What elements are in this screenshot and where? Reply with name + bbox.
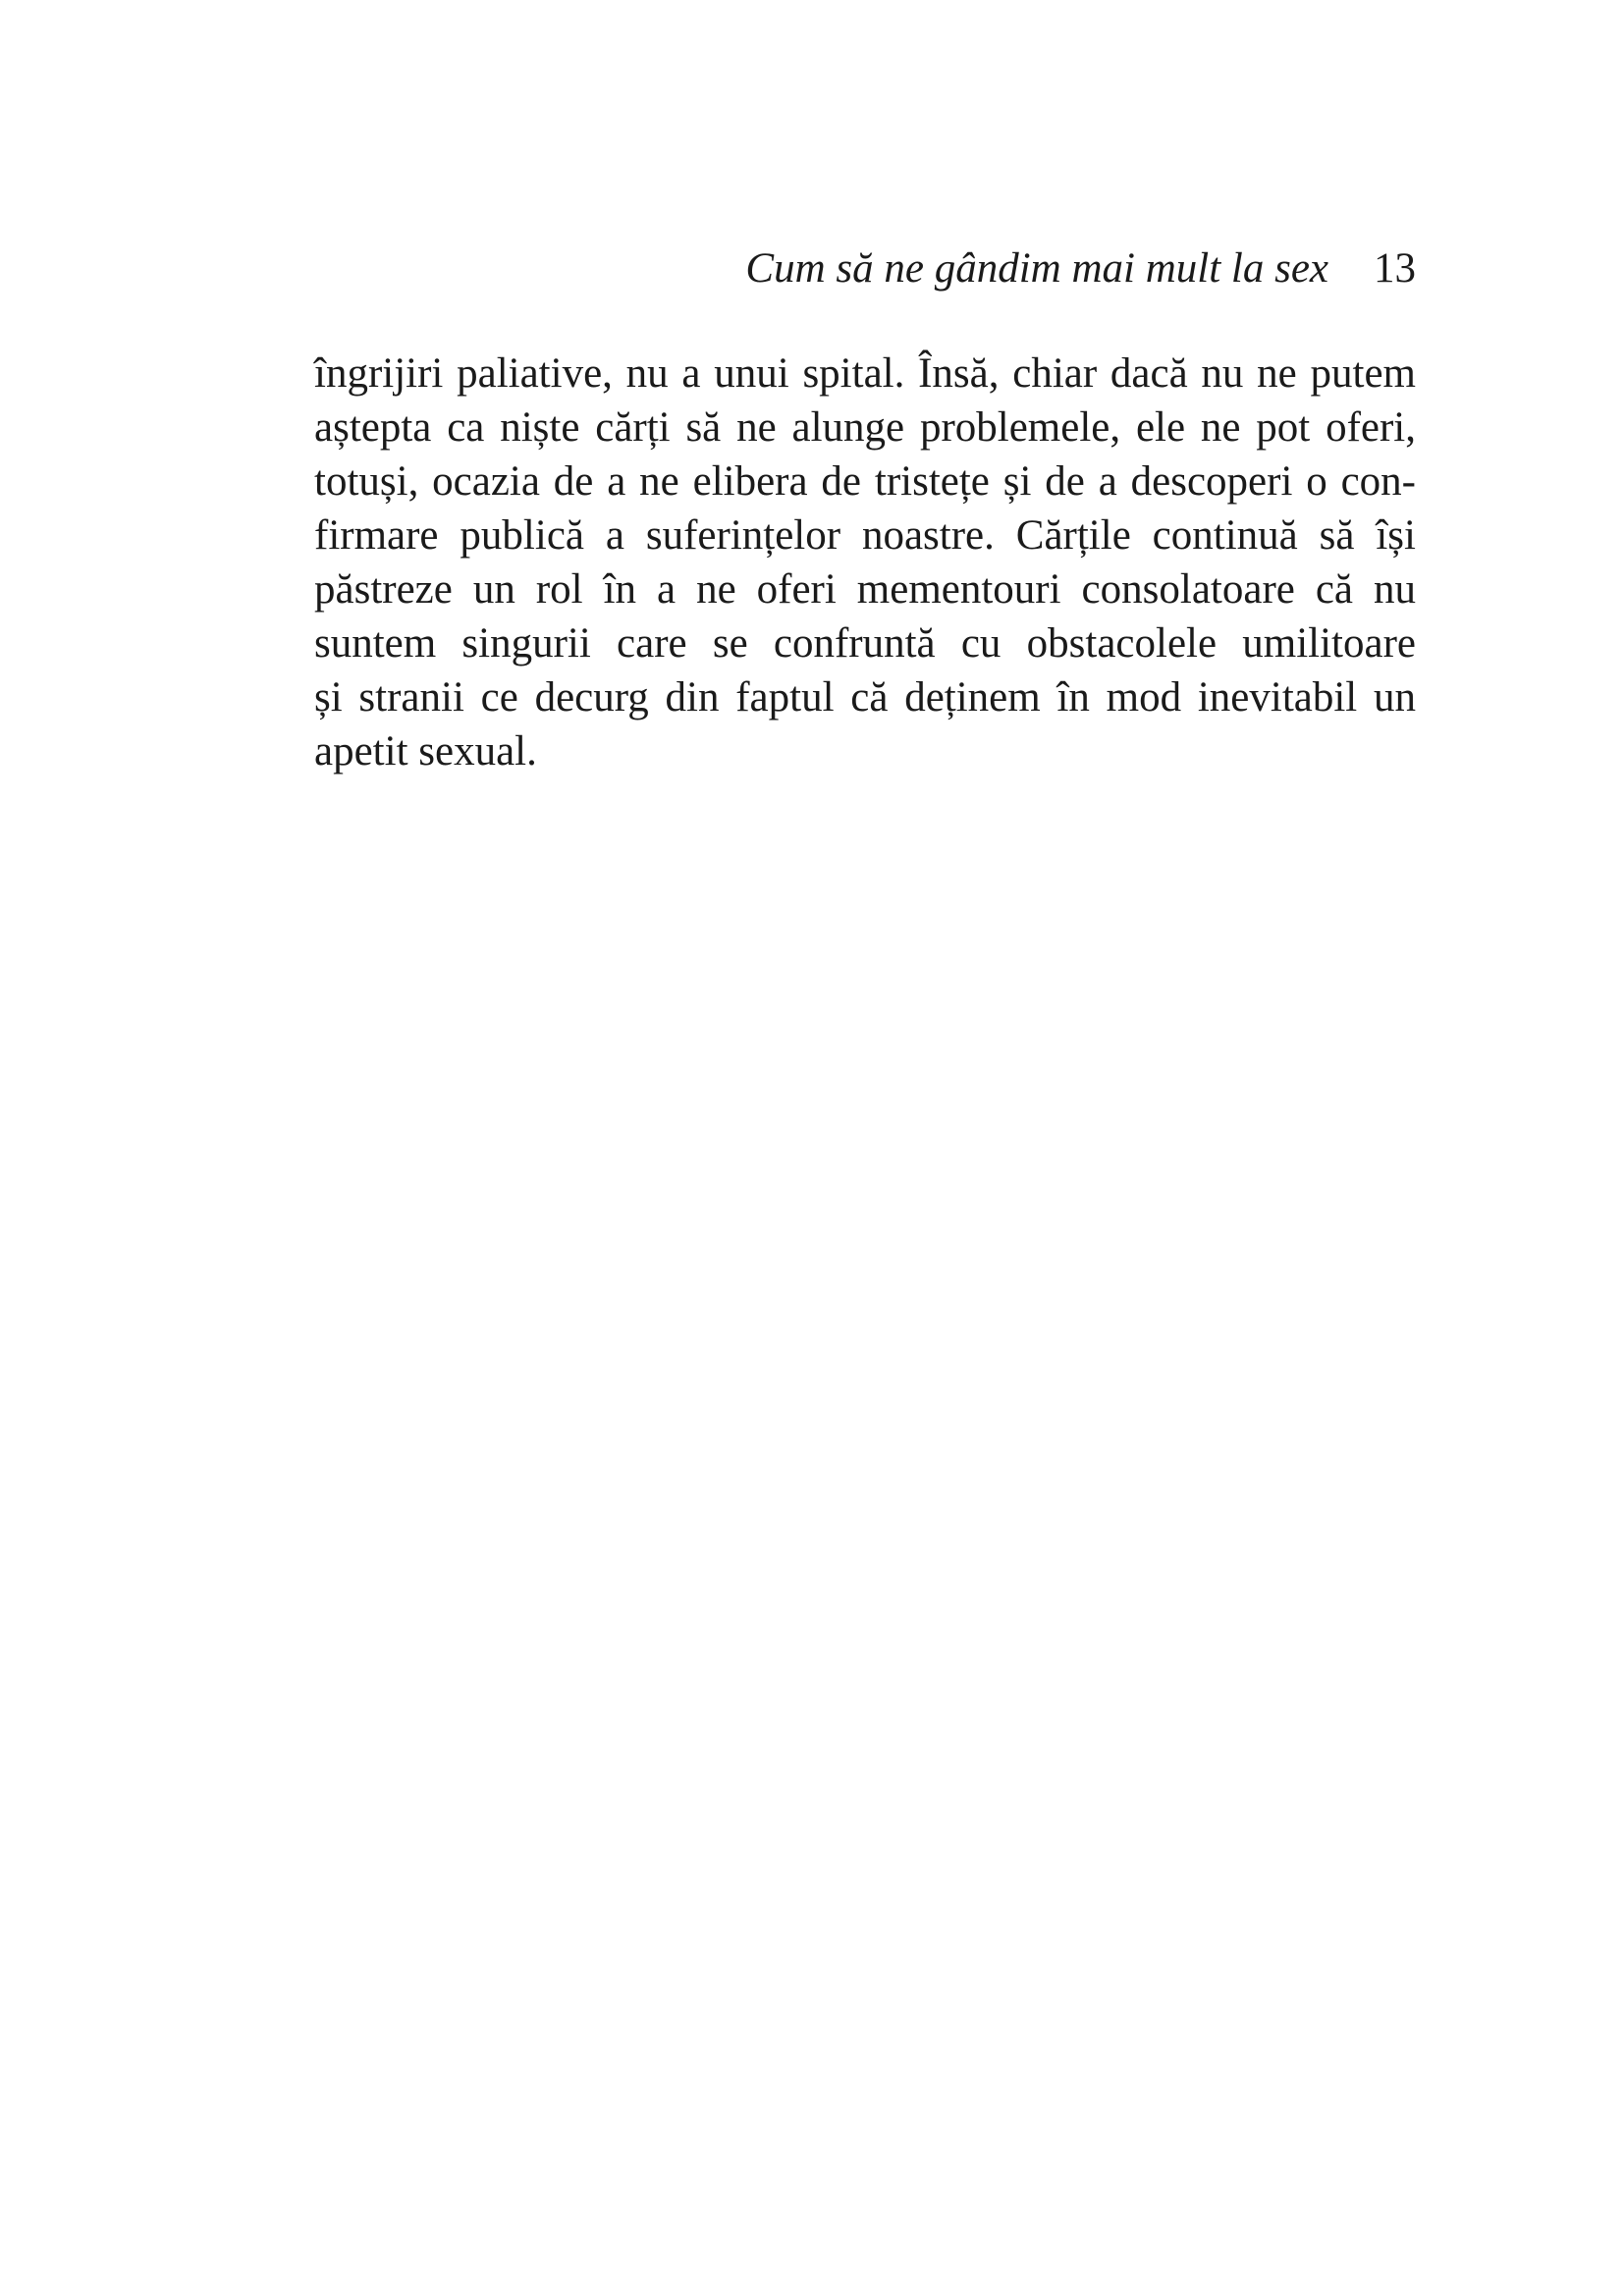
body-text-line: păstreze un rol în a ne oferi mementouri consolatoare că nu	[314, 566, 1416, 613]
body-text-line: îngrijiri paliative, nu a unui spital. Însă, chiar dacă nu ne putem	[314, 350, 1416, 397]
body-text-line: și stranii ce decurg din faptul că deținem în mod inevitabil un	[314, 674, 1416, 721]
body-text-line: totuși, ocazia de a ne elibera de tristețe și de a descoperi o con-	[314, 458, 1416, 505]
body-text-line: apetit sexual.	[314, 728, 537, 774]
running-header	[314, 241, 1416, 295]
body-paragraph	[314, 347, 1416, 778]
page-number: 13	[1374, 245, 1416, 292]
body-text-line: firmare publică a suferințelor noastre. Cărțile continuă să își	[314, 512, 1416, 559]
body-text-line: aștepta ca niște cărți să ne alunge problemele, ele ne pot oferi,	[314, 404, 1416, 451]
body-text-line: suntem singurii care se confruntă cu obstacolele umilitoare	[314, 620, 1416, 667]
chapter-title: Cum să ne gândim mai mult la sex	[745, 245, 1328, 292]
